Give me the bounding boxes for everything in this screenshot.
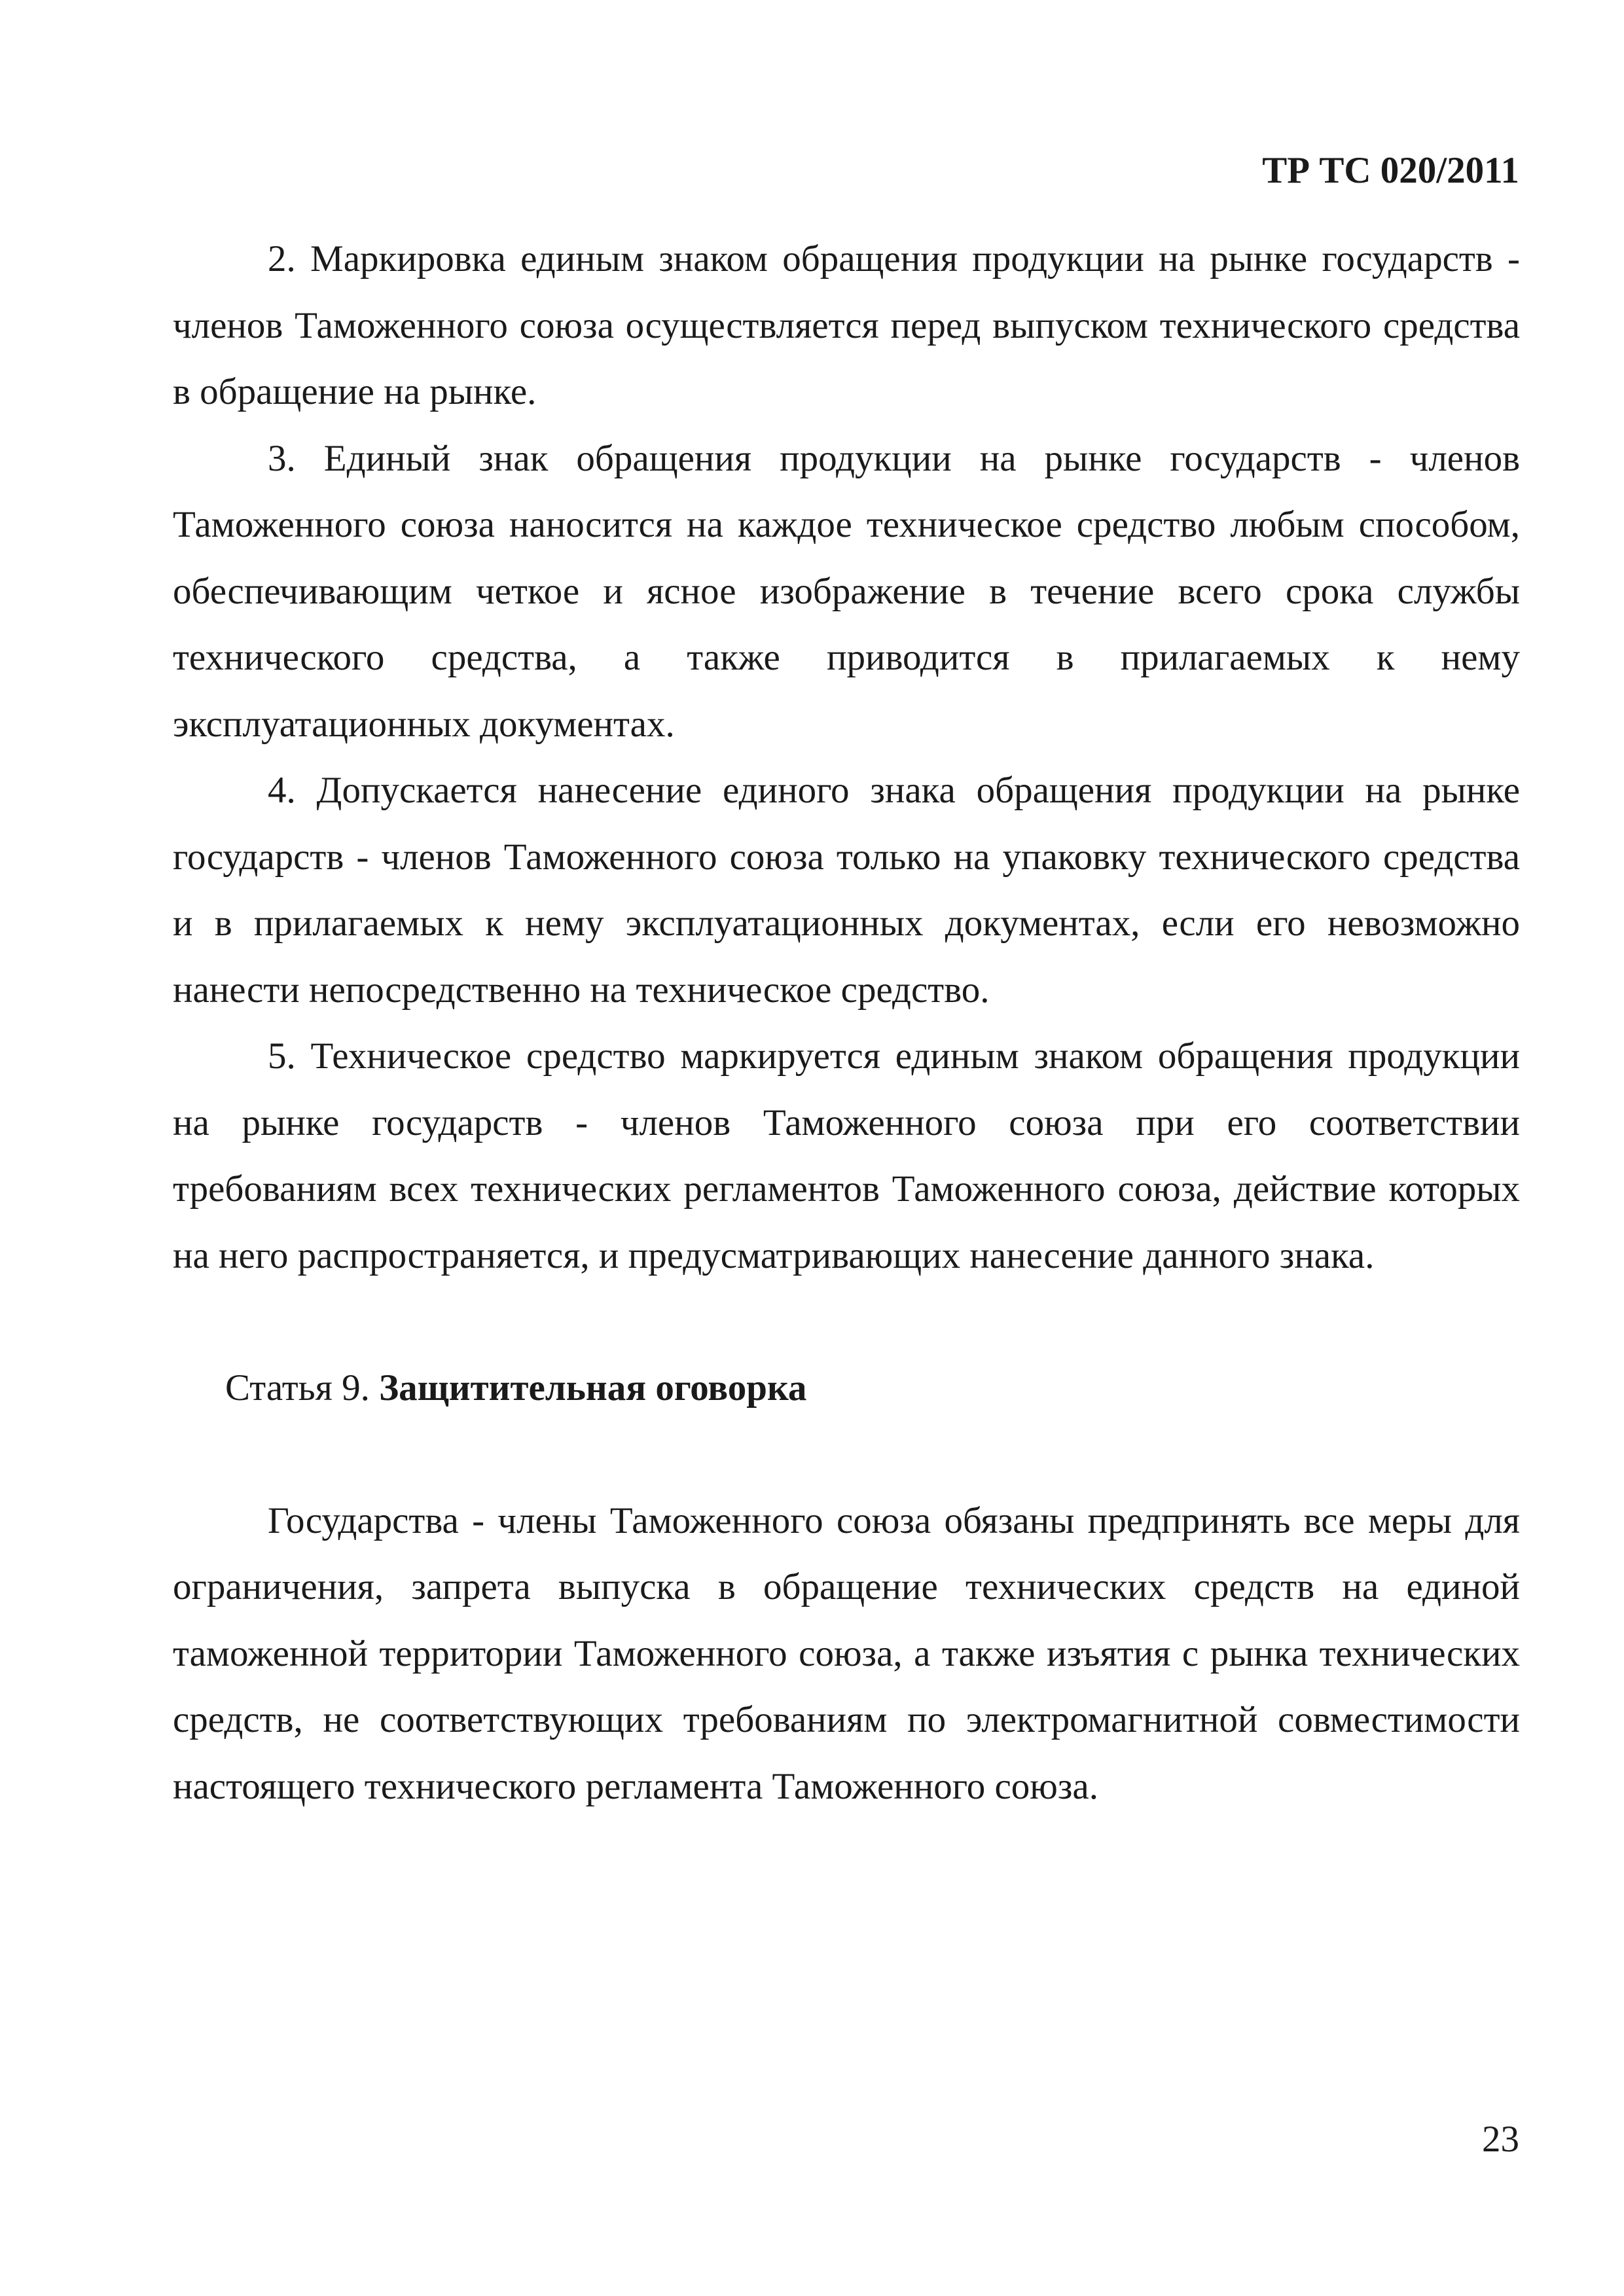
article-title: Защитительная оговорка <box>379 1367 807 1408</box>
paragraph-5: 5. Техническое средство маркируется единым знаком обращения продукции на рынке государств - членов Таможенного союза при его соответствии требованиям всех технических регламентов Таможенного союза, действие которых на него распространяется, и предусматривающих нанесение данного знака. <box>173 1035 1520 1276</box>
article-paragraph: Государства - члены Таможенного союза обязаны предпринять все меры для ограничения, запрета выпуска в обращение технических средств на единой таможенной территории Таможенного союза, а также изъятия с рынка технических средств, не соответствующих требованиям по электромагнитной совместимости настоящего технического регламента Таможенного союза. <box>173 1499 1520 1807</box>
paragraph-2: 2. Маркировка единым знаком обращения продукции на рынке государств - членов Таможенного союза осуществляется перед выпуском технического средства в обращение на рынке. <box>173 238 1520 412</box>
article-heading <box>173 1355 1520 1422</box>
document-code: ТР ТС 020/2011 <box>1262 150 1519 191</box>
page-number: 23 <box>1482 2119 1519 2160</box>
paragraph-3: 3. Единый знак обращения продукции на рынке государств - членов Таможенного союза наносится на каждое техническое средство любым способом, обеспечивающим четкое и ясное изображение в течение всего срока службы технического средства, а также приводится в прилагаемых к нему эксплуатационных документах. <box>173 437 1520 745</box>
document-body <box>173 226 1520 1820</box>
paragraph-4: 4. Допускается нанесение единого знака обращения продукции на рынке государств - членов Таможенного союза только на упаковку технического средства и в прилагаемых к нему эксплуатационных документах, если его невозможно нанести непосредственно на техническое средство. <box>173 770 1520 1011</box>
article-label: Статья 9. <box>225 1367 380 1408</box>
